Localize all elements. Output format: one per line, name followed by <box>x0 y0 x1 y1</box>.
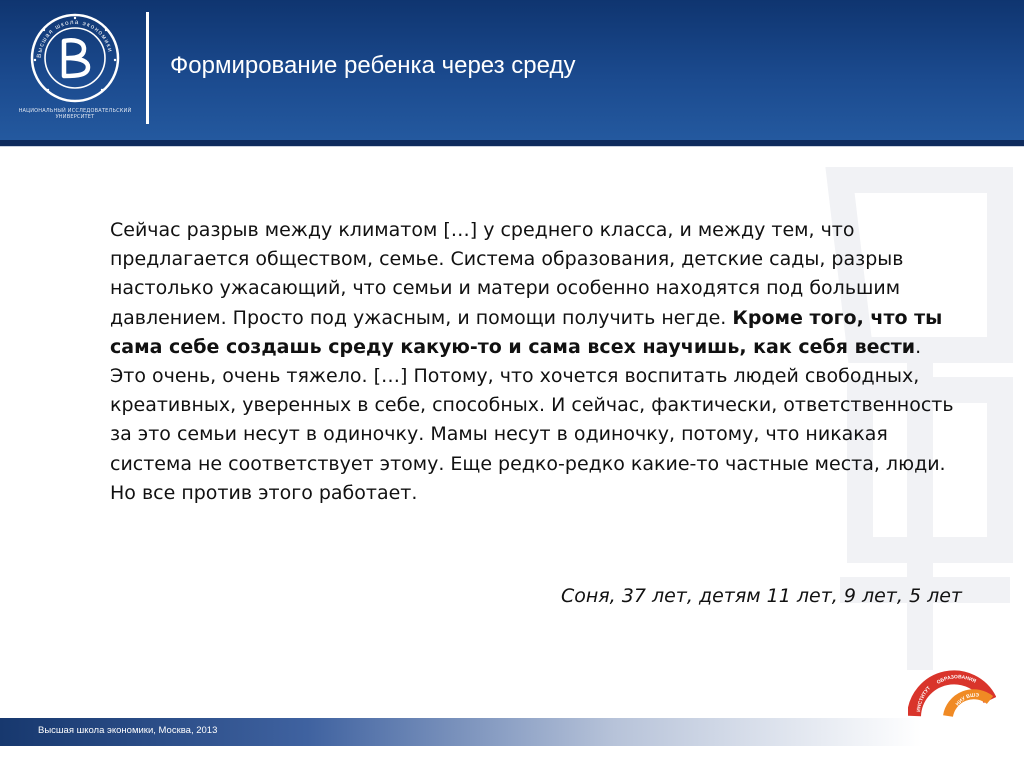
institute-logo-line3: НИУ ВШЭ <box>954 692 980 708</box>
logo-caption: НАЦИОНАЛЬНЫЙ ИССЛЕДОВАТЕЛЬСКИЙ УНИВЕРСИТЕТ <box>18 108 132 120</box>
page-title: Формирование ребенка через среду <box>170 52 576 79</box>
hse-emblem-icon <box>14 10 136 108</box>
institute-arc-icon <box>908 660 996 718</box>
quote-paragraph <box>110 216 960 508</box>
header-divider <box>146 12 149 124</box>
institute-logo <box>908 660 996 718</box>
quote-text-bold: Кроме того, что ты сама себе создашь среду какую-то и сама всех научишь, как себя вести <box>110 306 943 358</box>
footer-text: Высшая школа экономики, Москва, 2013 <box>38 725 218 736</box>
quote-text-start: Сейчас разрыв между климатом […] у среднего класса, и между тем, что предлагается обществом, семье. Система образования, детские сады, разрыв настолько ужасающий, что семьи и матери особенно находятся под большим давлением. Просто под ужасным, и помощи получить негде. <box>110 219 904 329</box>
quote-signature: Соня, 37 лет, детям 11 лет, 9 лет, 5 лет <box>560 585 962 607</box>
header-rule <box>0 146 1024 147</box>
footer-bar <box>0 718 1024 746</box>
hse-logo <box>14 10 136 128</box>
logo-ring-text: Высшая школа экономики <box>35 18 114 59</box>
quote-text-end: . Это очень, очень тяжело. […] Потому, что хочется воспитать людей свободных, креативных, уверенных в себе, способных. И сейчас, фактически, ответственность за это семьи несут в одиночку. Мамы несут в одиночку, потому, что никакая система не соответствует этому. Еще редко-редко какие-то частные места, люди. Но все против этого работает. <box>110 335 954 504</box>
header-bar <box>0 0 1024 140</box>
institute-logo-line2: ОБРАЗОВАНИЯ <box>935 674 977 686</box>
institute-logo-line1: ИНСТИТУТ <box>915 685 933 713</box>
